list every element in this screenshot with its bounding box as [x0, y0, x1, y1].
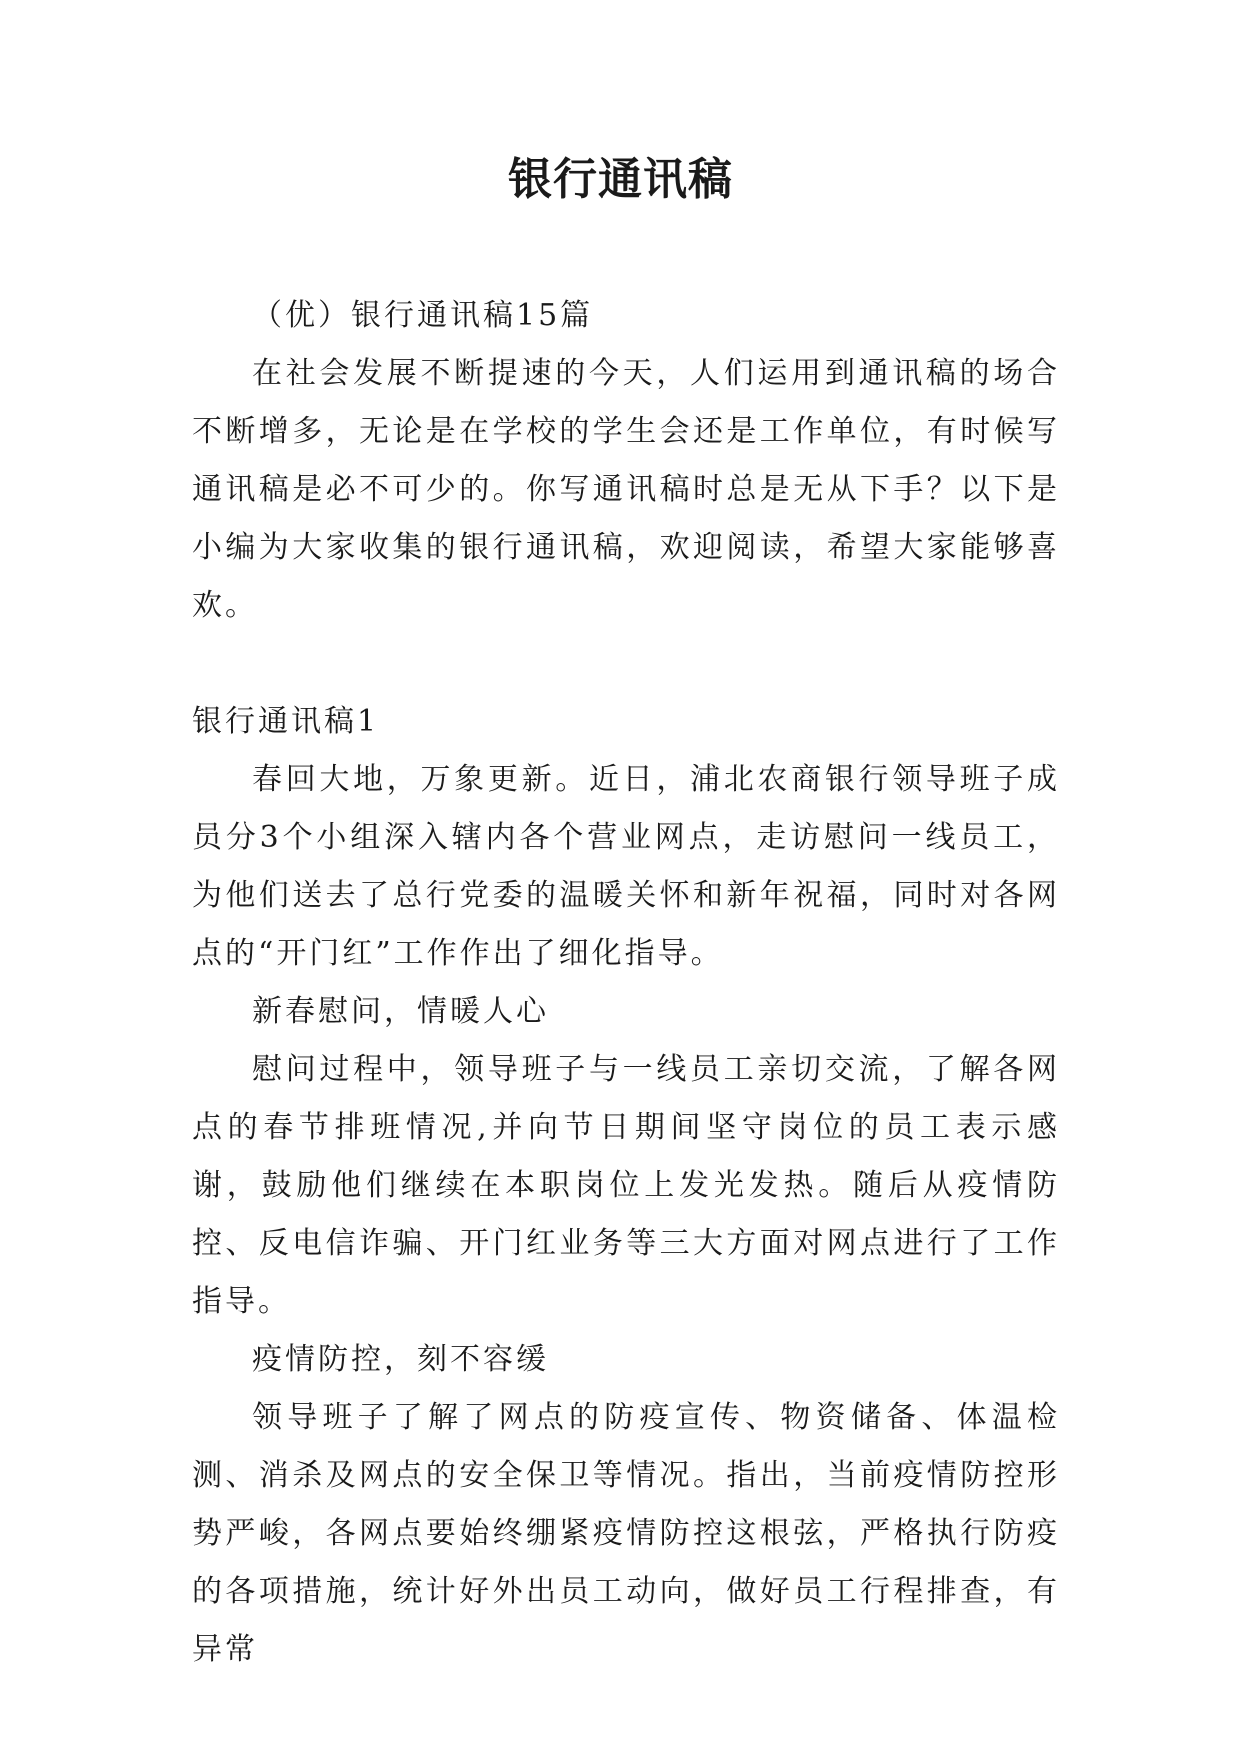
body-paragraph: 领导班子了解了网点的防疫宣传、物资储备、体温检测、消杀及网点的安全保卫等情况。指出，当前疫情防控形势严峻，各网点要始终绷紧疫情防控这根弦，严格执行防疫的各项措施，统计好外出员工动向，做好员工行程排查，有异常 — [192, 1400, 1060, 1667]
document-subtitle: （优）银行通讯稿15篇 — [252, 298, 594, 333]
body-paragraph: 慰问过程中，领导班子与一线员工亲切交流，了解各网点的春节排班情况,并向节日期间坚守岗位的员工表示感谢，鼓励他们继续在本职岗位上发光发热。随后从疫情防控、反电信诈骗、开门红业务等三大方面对网点进行了工作指导。 — [192, 1052, 1060, 1319]
subheading: 疫情防控，刻不容缓 — [252, 1342, 549, 1377]
intro-paragraph: 在社会发展不断提速的今天，人们运用到通讯稿的场合不断增多，无论是在学校的学生会还是工作单位，有时候写通讯稿是必不可少的。你写通讯稿时总是无从下手？以下是小编为大家收集的银行通讯稿，欢迎阅读，希望大家能够喜欢。 — [192, 356, 1060, 623]
document-body — [192, 287, 1060, 1679]
document-title: 银行通讯稿 — [508, 154, 733, 205]
section-heading: 银行通讯稿1 — [192, 704, 380, 739]
subheading: 新春慰问，情暖人心 — [252, 994, 549, 1029]
section-spacer — [192, 635, 1060, 693]
body-paragraph: 春回大地，万象更新。近日，浦北农商银行领导班子成员分3个小组深入辖内各个营业网点，走访慰问一线员工，为他们送去了总行党委的温暖关怀和新年祝福，同时对各网点的“开门红”工作作出了细化指导。 — [192, 762, 1060, 971]
